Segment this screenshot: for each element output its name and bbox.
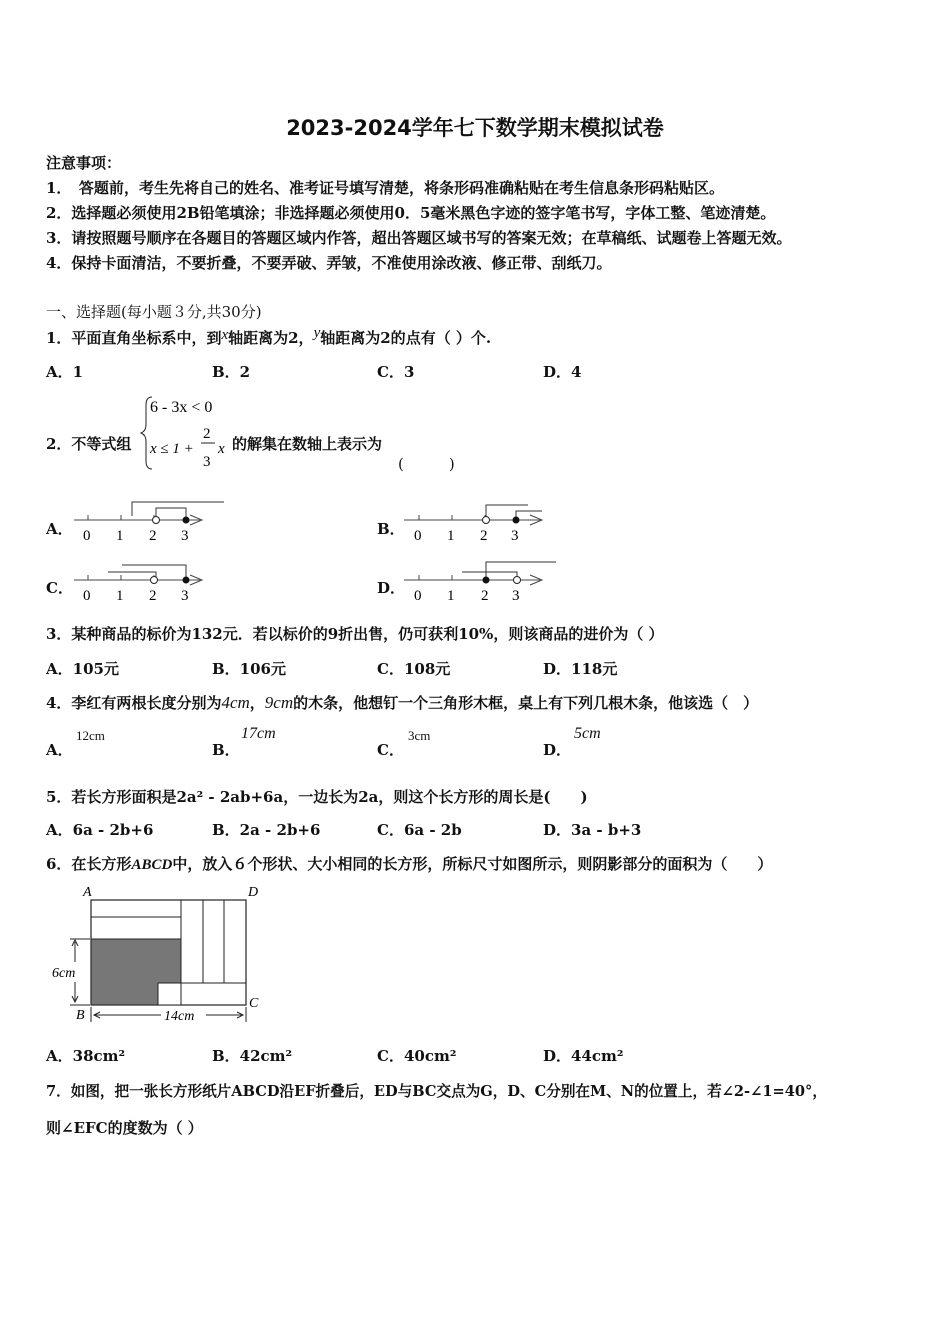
q6-stem: 6．在长方形ABCD中，放入６个形状、大小相同的长方形，所标尺寸如图所示，则阴影部分的面积为（ ）	[46, 855, 773, 873]
q5-option-d[interactable]: D．3a - b+3	[543, 821, 642, 839]
q4-option-d-label[interactable]: D．	[543, 741, 572, 759]
q2-answer-paren: ( )	[398, 455, 455, 473]
q5-option-c[interactable]: C．6a - 2b	[377, 821, 462, 839]
q2-line2b: x	[218, 441, 225, 457]
q4-option-b-value: 17cm	[241, 725, 276, 742]
q2-option-d-label[interactable]: D．	[377, 579, 406, 597]
svg-text:2: 2	[481, 588, 489, 604]
q2-frac-den: 3	[203, 454, 211, 470]
q1-option-b[interactable]: B．2	[212, 363, 251, 381]
q2-numberline-b	[402, 498, 562, 546]
q5-option-a[interactable]: A．6a - 2b+6	[46, 821, 154, 839]
svg-text:3: 3	[511, 528, 519, 544]
svg-text:3: 3	[512, 588, 520, 604]
q2-option-b-label[interactable]: B．	[377, 520, 405, 538]
q6-label-a: A	[83, 885, 92, 900]
q4-option-a-value: 12cm	[76, 728, 105, 743]
q3-option-b[interactable]: B．106元	[212, 660, 286, 678]
q6-width-label: 14cm	[164, 1009, 195, 1024]
q3-stem: 3．某种商品的标价为132元．若以标价的9折出售，仍可获利10%，则该商品的进价为（ ）	[46, 625, 664, 643]
svg-text:2: 2	[149, 588, 157, 604]
svg-text:2: 2	[149, 528, 157, 544]
svg-text:1: 1	[447, 528, 455, 544]
q4-option-c-value: 3cm	[408, 728, 431, 743]
q5-stem: 5．若长方形面积是2a² - 2ab+6a，一边长为2a，则这个长方形的周长是( )	[46, 788, 588, 806]
notice-item-2: 2．选择题必须使用2B铅笔填涂；非选择题必须使用0．5毫米黑色字迹的签字笔书写，字体工整、笔迹清楚。	[46, 204, 776, 222]
q2-numberline-c	[72, 558, 232, 606]
svg-text:2: 2	[480, 528, 488, 544]
svg-text:0: 0	[414, 588, 422, 604]
q6-option-b[interactable]: B．42cm²	[212, 1047, 293, 1065]
page-title: 2023-2024学年七下数学期末模拟试卷	[286, 116, 664, 140]
svg-text:3: 3	[181, 528, 189, 544]
q2-tail: 的解集在数轴上表示为	[232, 435, 383, 453]
q6-label-c: C	[249, 996, 259, 1011]
q7-stem-line1: 7．如图，把一张长方形纸片ABCD沿EF折叠后，ED与BC交点为G，D、C分别在M、N的位置上，若∠2-∠1=40°，	[46, 1083, 827, 1100]
q6-option-a[interactable]: A．38cm²	[46, 1047, 126, 1065]
q4-option-b-label[interactable]: B．	[212, 741, 240, 759]
q2-numberline-a	[72, 498, 232, 546]
q6-height-label: 6cm	[52, 966, 76, 981]
notice-item-4: 4．保持卡面清洁，不要折叠，不要弄破、弄皱，不准使用涂改液、修正带、刮纸刀。	[46, 254, 612, 272]
q6-option-d[interactable]: D．44cm²	[543, 1047, 624, 1065]
svg-text:0: 0	[83, 528, 91, 544]
q2-line2a: x ≤ 1 +	[150, 441, 194, 457]
notice-item-1: 1． 答题前，考生先将自己的姓名、准考证号填写清楚，将条形码准确粘贴在考生信息条形码粘贴区。	[46, 179, 724, 197]
q2-option-c-label[interactable]: C．	[46, 579, 73, 597]
q6-option-c[interactable]: C．40cm²	[377, 1047, 457, 1065]
q1-option-a[interactable]: A．1	[46, 363, 84, 381]
q3-option-d[interactable]: D．118元	[543, 660, 618, 678]
q5-option-b[interactable]: B．2a - 2b+6	[212, 821, 321, 839]
q3-option-c[interactable]: C．108元	[377, 660, 451, 678]
q1-option-d[interactable]: D．4	[543, 363, 582, 381]
q6-label-b: B	[76, 1008, 85, 1023]
q2-frac-num: 2	[203, 426, 211, 442]
q4-option-d-value: 5cm	[574, 725, 601, 742]
svg-text:1: 1	[116, 528, 124, 544]
svg-text:1: 1	[116, 588, 124, 604]
q2-label: 2．不等式组	[46, 435, 132, 453]
section-heading: 一、选择题(每小题３分,共30分)	[46, 303, 262, 321]
svg-text:0: 0	[83, 588, 91, 604]
svg-text:0: 0	[414, 528, 422, 544]
q2-inequality-system	[140, 393, 232, 473]
q3-option-a[interactable]: A．105元	[46, 660, 119, 678]
notice-item-3: 3．请按照题号顺序在各题目的答题区域内作答，超出答题区域书写的答案无效；在草稿纸、试题卷上答题无效。	[46, 229, 792, 247]
q2-line1: 6 - 3x < 0	[150, 399, 213, 416]
q4-option-c-label[interactable]: C．	[377, 741, 404, 759]
q2-option-a-label[interactable]: A．	[46, 520, 73, 538]
q1-option-c[interactable]: C．3	[377, 363, 415, 381]
q2-numberline-d	[402, 558, 562, 606]
svg-text:3: 3	[181, 588, 189, 604]
q6-label-d: D	[248, 885, 259, 900]
q1-stem: 1．平面直角坐标系中，到x轴距离为2，y轴距离为2的点有（ ）个.	[46, 325, 492, 347]
svg-text:1: 1	[447, 588, 455, 604]
q4-option-a-label[interactable]: A．	[46, 741, 73, 759]
q6-rectangle-figure	[46, 882, 276, 1027]
q7-stem-line2: 则∠EFC的度数为（ ）	[46, 1119, 203, 1137]
q4-stem: 4．李红有两根长度分别为4cm，9cm的木条，他想钉一个三角形木框，桌上有下列几根木条，他该选（ ）	[46, 693, 759, 712]
notice-heading: 注意事项：	[46, 154, 122, 172]
